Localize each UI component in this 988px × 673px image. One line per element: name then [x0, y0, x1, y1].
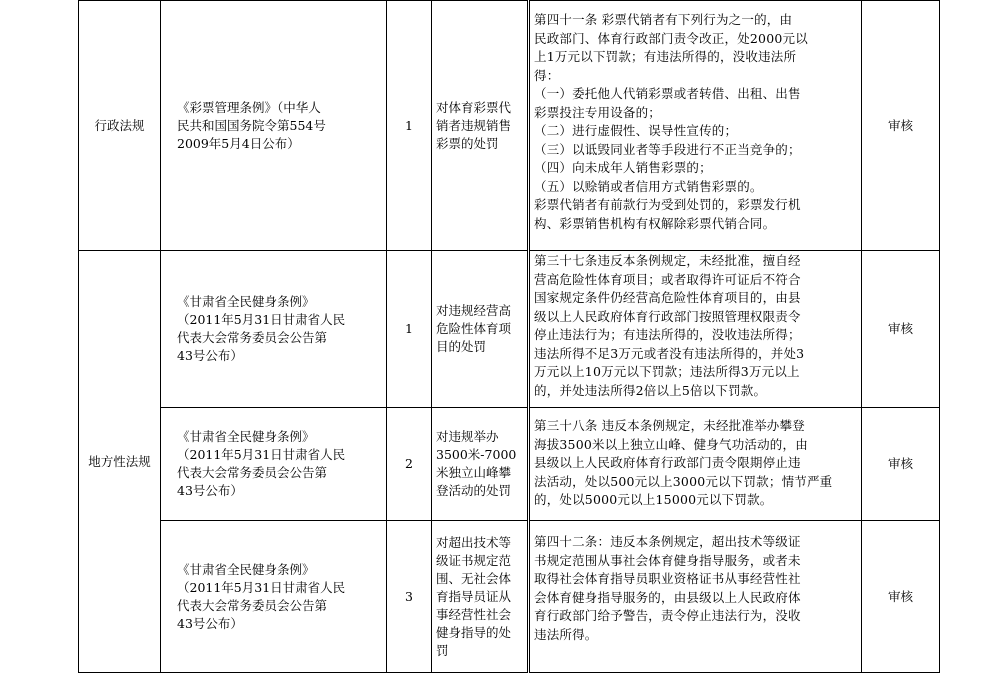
content-line: 得： — [534, 67, 560, 83]
item-cell — [432, 521, 529, 673]
content-line: （五）以赊销或者信用方式销售彩票的。 — [534, 178, 763, 194]
item-line: 对体育彩票代 — [436, 99, 512, 115]
review-cell: 审核 — [862, 251, 940, 408]
item-line: 登活动的处罚 — [436, 483, 512, 498]
content-line: （二）进行虚假性、误导性宣传的； — [534, 123, 738, 138]
item-line: 健身指导的处 — [436, 624, 512, 640]
item-line: 围、无社会体 — [436, 570, 512, 586]
content-line: （四）向未成年人销售彩票的； — [534, 160, 712, 175]
legal-basis-line: 代表大会常务委员会公告第 — [177, 330, 328, 345]
item-line: 对违规经营高 — [436, 303, 512, 318]
content-line: 违法所得。 — [534, 626, 598, 642]
category-cell: 行政法规 — [79, 1, 161, 251]
legal-basis-line: 2009年5月4日公布） — [177, 135, 300, 151]
legal-basis-line: （2011年5月31日甘肃省人民 — [177, 447, 346, 462]
item-line: 彩票的处罚 — [436, 135, 499, 151]
content-line: 取得社会体育指导员职业资格证书从事经营性社 — [534, 571, 801, 586]
content-line: 停止违法行为；有违法所得的，没收违法所得； — [534, 327, 801, 342]
table-row — [79, 251, 940, 408]
legal-basis-cell — [161, 521, 387, 673]
legal-basis-line: （2011年5月31日甘肃省人民 — [177, 579, 346, 595]
content-line: 第四十一条 彩票代销者有下列行为之一的，由 — [534, 12, 793, 27]
content-line: 构、彩票销售机构有权解除彩票代销合同。 — [534, 215, 776, 231]
content-line: 的，并处违法所得2倍以上5倍以下罚款。 — [534, 382, 767, 398]
content-line: 营高危险性体育项目；或者取得许可证后不符合 — [534, 271, 801, 287]
legal-basis-line: （2011年5月31日甘肃省人民 — [177, 312, 346, 327]
content-line: 第三十八条 违反本条例规定，未经批准举办攀登 — [534, 418, 805, 433]
content-line: 法活动，处以500元以上3000元以下罚款；情节严重 — [534, 473, 833, 489]
number-cell: 1 — [387, 1, 432, 251]
item-cell — [432, 251, 529, 408]
legal-basis-line: 43号公布） — [177, 348, 243, 363]
legal-basis-line: 《甘肃省全民健身条例》 — [177, 561, 315, 577]
content-line: 县级以上人民政府体育行政部门责令限期停止违 — [534, 455, 801, 470]
item-line: 3500米-7000 — [436, 447, 517, 462]
review-cell: 审核 — [862, 408, 940, 521]
content-line: 第四十二条：违反本条例规定，超出技术等级证 — [534, 534, 801, 549]
table-row — [79, 408, 940, 521]
content-line: 彩票代销者有前款行为受到处罚的，彩票发行机 — [534, 197, 801, 212]
content-cell — [529, 408, 862, 521]
regulation-table — [78, 0, 940, 673]
category-cell: 地方性法规 — [79, 251, 161, 673]
legal-basis-cell — [161, 408, 387, 521]
number-cell: 2 — [387, 408, 432, 521]
content-line: 违法所得不足3万元或者没有违法所得的，并处3 — [534, 345, 805, 361]
legal-basis-line: 代表大会常务委员会公告第 — [177, 465, 328, 480]
content-line: 彩票投注专用设备的； — [534, 104, 662, 120]
item-line: 罚 — [436, 642, 449, 658]
legal-basis-cell — [161, 251, 387, 408]
content-cell — [529, 521, 862, 673]
item-line: 危险性体育项 — [436, 321, 512, 336]
item-cell — [432, 1, 529, 251]
item-line: 级证书规定范 — [436, 552, 512, 568]
content-line: 海拔3500米以上独立山峰、健身气功活动的，由 — [534, 436, 808, 452]
content-cell — [529, 1, 862, 251]
legal-basis-line: 《彩票管理条例》（中华人 — [177, 99, 321, 115]
content-line: 上1万元以下罚款；有违法所得的，没收违法所 — [534, 49, 797, 64]
number-cell: 3 — [387, 521, 432, 673]
content-cell — [529, 251, 862, 408]
content-line: （三）以诋毁同业者等手段进行不正当竞争的； — [534, 141, 801, 157]
content-line: 国家规定条件仍经营高危险性体育项目的，由县 — [534, 290, 801, 305]
legal-basis-line: 43号公布） — [177, 483, 243, 498]
content-line: 万元以上10万元以下罚款；违法所得3万元以上 — [534, 364, 800, 379]
content-line: 书规定范围从事社会体育健身指导服务，或者未 — [534, 552, 801, 568]
table-row — [79, 521, 940, 673]
item-line: 对违规举办 — [436, 429, 499, 444]
content-line: 第三十七条违反本条例规定，未经批准，擅自经 — [534, 253, 801, 268]
content-line: 的，处以5000元以上15000元以下罚款。 — [534, 492, 773, 507]
item-line: 育指导员证从 — [436, 588, 512, 604]
review-cell: 审核 — [862, 1, 940, 251]
content-line: 育行政部门给予警告，责令停止违法行为，没收 — [534, 608, 801, 623]
legal-basis-line: 《甘肃省全民健身条例》 — [177, 429, 315, 444]
number-cell: 1 — [387, 251, 432, 408]
legal-basis-line: 《甘肃省全民健身条例》 — [177, 294, 315, 309]
review-cell: 审核 — [862, 521, 940, 673]
item-line: 事经营性社会 — [436, 606, 512, 622]
item-line: 对超出技术等 — [436, 534, 512, 550]
item-cell — [432, 408, 529, 521]
legal-basis-cell — [161, 1, 387, 251]
item-line: 销者违规销售 — [436, 117, 512, 133]
item-line: 目的处罚 — [436, 339, 487, 354]
legal-basis-line: 代表大会常务委员会公告第 — [177, 597, 328, 613]
item-line: 米独立山峰攀 — [436, 465, 512, 480]
content-line: 级以上人民政府体育行政部门按照管理权限责令 — [534, 308, 801, 324]
content-line: 民政部门、体育行政部门责令改正，处2000元以 — [534, 30, 808, 46]
content-line: 会体育健身指导服务的，由县级以上人民政府体 — [534, 589, 801, 605]
content-line: （一）委托他人代销彩票或者转借、出租、出售 — [534, 86, 801, 101]
legal-basis-line: 民共和国国务院令第554号 — [177, 117, 326, 133]
legal-basis-line: 43号公布） — [177, 615, 243, 631]
table-row — [79, 1, 940, 251]
